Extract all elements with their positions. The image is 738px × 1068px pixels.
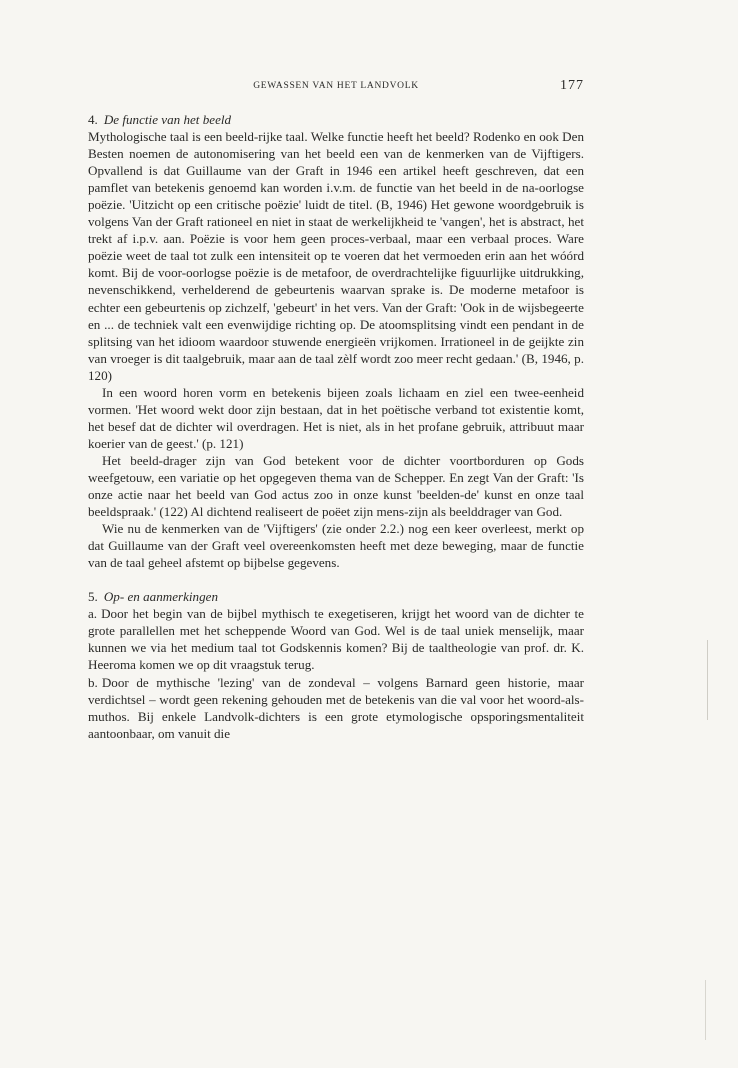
section-number: 4. [88,112,98,127]
paragraph: Wie nu de kenmerken van de 'Vijftigers' (zie onder 2.2.) nog een keer overleest, merkt op dat Guillaume van der Graft veel overeenkomsten heeft met deze beweging, maar de functie van de taal geheel afstemt op bijbelse gegevens. [88,521,584,571]
running-head: GEWASSEN VAN HET LANDVOLK [253,81,419,91]
item-label: a. [88,606,98,622]
paragraph: Mythologische taal is een beeld-rijke taal. Welke functie heeft het beeld? Rodenko en ook Den Besten noemen de autonomisering van het beeld een van de kenmerken van de Vijftigers. Opvallend is dat Guillaume van der Graft in 1946 een artikel heeft geschreven, dat een pamflet van betekenis genoemd kan worden i.v.m. de functie van het beeld in de na-oorlogse poëzie. 'Uitzicht op een critische poëzie' luidt de titel. (B, 1946) Het gewone woordgebruik is volgens Van der Graft rationeel en niet in staat de werkelijkheid te 'vangen', het is abstract, het trekt af i.p.v. aan. Poëzie is voor hem geen proces-verbaal, maar een verbaal proces. Ware poëzie weet de taal tot zulk een intensiteit op te voeren dat het vermoeden erin aan het wóórd komt. Bij de voor-oorlogse poëzie is de metafoor, de overdrachtelijke figuurlijke uitdrukking, nevenschikkend, verhelderend de gebeurtenis waarvan sprake is. De moderne metafoor is echter een gebeurtenis op zichzelf, 'gebeurt' in het vers. Van der Graft: 'Ook in de wijsbegeerte en ... de techniek valt een evenwijdige richting op. De atoomsplitsing vindt een pendant in de splitsing van het idioom waardoor stuwende energieën vrijkomen. Irrationeel in de geijkte zin van vroeger is dit taalgebruik, maar aan de taal zèlf wordt zoo meer recht gedaan.' (B, 1946, p. 120) [88,129,584,383]
page-number: 177 [560,78,584,93]
page-body [88,111,584,742]
list-item [88,605,584,673]
page-header [88,78,584,98]
paragraph: In een woord horen vorm en betekenis bijeen zoals lichaam en ziel een twee-eenheid vormen. 'Het woord wekt door zijn bestaan, dat in het poëtische verband tot existentie komt, het besef dat de dichter wil overdragen. Het is niet, als in het profane gebruik, attribuut maar koerier van de geest.' (p. 121) [88,384,584,451]
scan-edge-mark [705,980,706,1040]
item-label: b. [88,674,98,690]
list-item [88,674,584,742]
item-text: Door het begin van de bijbel mythisch te exegetiseren, krijgt het woord van de dichter te grote parallellen met het scheppende Woord van God. Wel is de taal uniek menselijk, maar kunnen we via het medium taal tot Godskennis komen? Bij de taaltheologie van prof. dr. K. Heeroma komen we op dit vraagstuk terug. [88,606,584,673]
section-heading-4 [88,111,584,128]
section-title: De functie van het beeld [103,112,232,127]
paragraph: Het beeld-drager zijn van God betekent voor de dichter voortborduren op Gods weefgetouw, een variatie op het opgegeven thema van de Schepper. En zegt Van der Graft: 'Is onze actie naar het beeld van God actus zoo in onze kunst 'beelden-de' kunst en onze taal beeldspraak.' (122) Al dichtend realiseert de poëet zijn mens-zijn als beelddrager van God. [88,452,584,520]
section-number: 5. [88,589,98,605]
scan-edge-mark [707,640,708,720]
section-title: Op- en aanmerkingen [103,589,219,605]
section-heading-5 [88,588,584,605]
item-text: Door de mythische 'lezing' van de zondeval – volgens Barnard geen historie, maar verdichtsel – wordt geen rekening gehouden met de betekenis van die val voor het woord-als-muthos. Bij enkele Landvolk-dichters is een grote etymologische opsporingsmentaliteit aantoonbaar, om vanuit die [88,674,584,741]
